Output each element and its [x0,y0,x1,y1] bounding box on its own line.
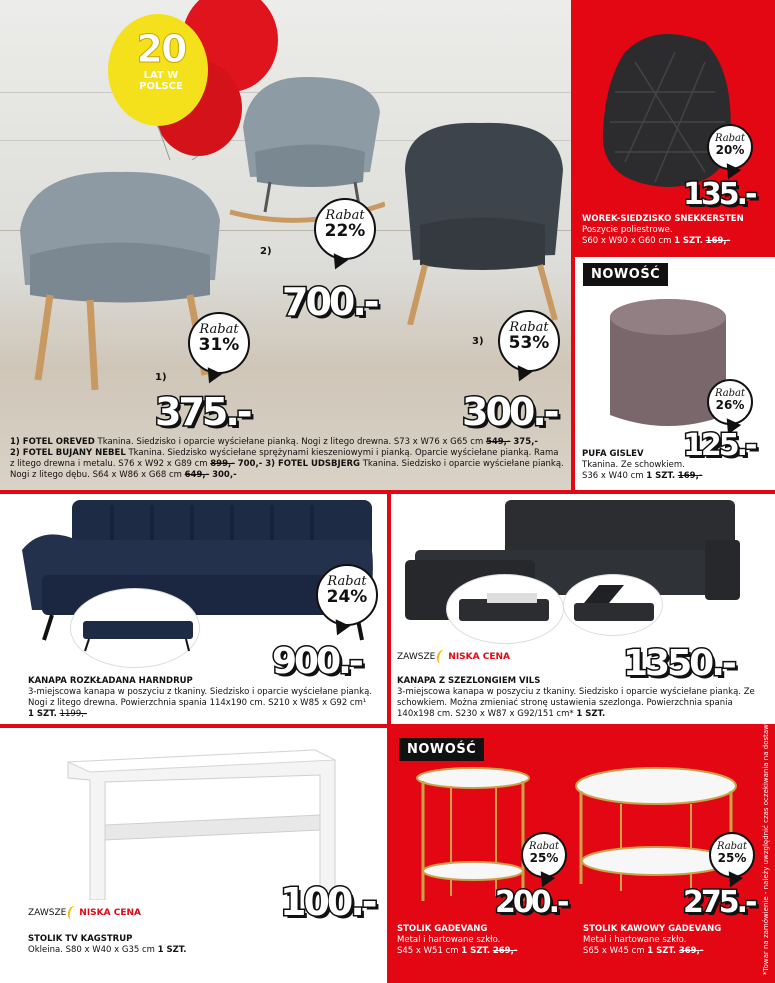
product-name: KANAPA Z SZEZLONGIEM VILS [397,676,541,686]
product-text: Okleina. S80 x W40 x G35 cm [28,944,158,955]
side-tables-panel [391,728,775,983]
product-qty: 1 SZT. [647,945,677,956]
price-vils: 1350.- [623,643,734,684]
delivery-note: *Towar na zamówienie - należy uwzględnić czas oczekiwania na dostawę [762,719,770,975]
discount-value: 26% [715,398,745,412]
discount-label: Rabat [325,208,365,223]
new-badge: NOWOŚĆ [399,738,484,761]
price-beanbag: 135.- [683,177,755,212]
discount-value: 25% [717,851,747,865]
discount-label: Rabat [199,322,239,337]
price-kagstrup: 100.- [280,880,375,924]
price-oreved: 375.- [155,390,250,434]
discount-label: Rabat [528,841,560,852]
sofa-vils-panel [391,494,775,724]
product-dims: S45 x W51 cm [397,945,462,956]
new-price: 700,- [234,458,263,469]
product-text: Metal i hartowane szkło. [583,934,687,945]
old-price: 549,- [485,437,511,447]
product-dims: S36 x W40 cm [582,470,647,481]
vils-description [397,676,757,720]
tag-low-price: NISKA CENA [448,652,510,662]
product-text: 3-miejscowa kanapa w poszyciu z tkaniny. Siedzisko i oparcie wyściełane pianką. Nogi z litego drewna. Powierzchnia spania 114x190 cm. S210 x W85 x G92 cm¹ [28,686,372,708]
gadevang-coffee-description [583,924,753,957]
product-dims: S65 x W45 cm [583,945,648,956]
product-name: STOLIK GADEVANG [397,924,488,934]
pouf-description [582,449,772,482]
armchairs-panel [0,0,571,490]
discount-value: 53% [508,333,550,353]
product-qty: 1 SZT. [674,235,703,246]
beanbag-panel [575,0,775,253]
item-number-3: 3) [472,336,484,347]
armchairs-description [10,437,565,481]
kagstrup-description [28,934,368,956]
product-text: Tkanina. Siedzisko wyściełane sprężynami kieszeniowymi i pianką. Oparcie wyściełane pianką. Rama z litego drewna i metalu. S76 x W92 x G89 cm [10,447,559,469]
beanbag-snekkersten-illustration [595,22,735,192]
always-low-price-tag [28,906,141,920]
discount-bubble-gadevang [521,832,567,878]
item-number-2: 2) [260,246,272,257]
item-number-1: 1) [155,372,167,383]
swoosh-icon [67,905,80,921]
product-name: STOLIK KAWOWY GADEVANG [583,924,722,934]
product-qty: 1 SZT. [461,945,491,956]
discount-label: Rabat [327,574,367,589]
discount-bubble-gadevang-coffee [709,832,755,878]
swoosh-icon [436,649,449,665]
discount-value: 22% [324,221,366,241]
discount-label: Rabat [716,841,748,852]
discount-value: 31% [198,335,240,355]
sofa-bed-inset-illustration [71,589,201,669]
tag-low-price: NISKA CENA [79,908,141,918]
discount-bubble-oreved [188,312,250,374]
discount-bubble-beanbag [707,124,753,170]
product-name: KANAPA ROZKŁADANA HARNDRUP [28,676,193,686]
discount-value: 25% [529,851,559,865]
storage-inset [563,574,663,636]
storage-inset-illustration [564,575,664,637]
price-nebel: 700.- [282,280,377,324]
old-price: 1199,- [59,708,88,719]
tv-table-panel [0,728,387,983]
product-name: PUFA GISLEV [582,449,644,459]
discount-value: 20% [715,143,745,157]
beanbag-description [582,214,772,247]
old-price: 369,- [678,945,704,956]
old-price: 169,- [677,470,703,481]
price-harndrup: 900.- [272,641,361,682]
product-text: Metal i hartowane szkło. [397,934,501,945]
product-text: Tkanina. Siedzisko i oparcie wyściełane pianką. Nogi z litego dębu. S64 x W86 x G68 cm [10,458,564,480]
sofa-bed-inset-illustration [447,575,565,645]
armchair-udsbjerg-illustration [395,115,570,325]
sofa-bed-inset [70,588,200,668]
pouf-panel [575,257,775,490]
sofa-harndrup-panel [0,494,387,724]
harndrup-description [28,676,378,720]
tag-always: ZAWSZE [397,652,436,662]
anniversary-number: 20 [136,27,186,71]
sofa-bed-inset [446,574,564,644]
price-gadevang: 200.- [495,885,567,920]
price-gadevang-coffee: 275.- [683,885,755,920]
old-price: 269,- [492,945,518,956]
price-udsbjerg: 300.- [462,390,557,434]
discount-value: 24% [326,587,368,607]
discount-bubble-pouf [707,379,753,425]
product-name: STOLIK TV KAGSTRUP [28,934,133,944]
new-badge: NOWOŚĆ [583,263,668,286]
tag-always: ZAWSZE [28,908,67,918]
anniversary-badge [126,27,196,92]
anniversary-text: LAT W POLSCE [139,70,183,92]
product-qty: 1 SZT. [157,944,187,955]
old-price: 169,- [705,235,731,246]
discount-label: Rabat [509,320,549,335]
product-text: 3-miejscowa kanapa w poszyciu z tkaniny. Siedzisko i oparcie wyściełane pianką. Ze schowkiem. Można zmieniać stronę ustawienia szezlonga. Powierzchnia spania 140x198 cm. S230 x W87 x G92/151 cm* [397,686,755,719]
discount-bubble-harndrup [316,564,378,626]
product-text: Poszycie poliestrowe. [582,224,673,235]
tv-table-kagstrup-illustration [60,740,340,900]
product-qty: 1 SZT. [646,470,676,481]
new-price: 300,- [209,469,237,480]
discount-bubble-udsbjerg [498,310,560,372]
coffee-table-gadevang-illustration [571,766,741,896]
price-pouf: 125.- [683,428,755,463]
product-name: 1) FOTEL OREVED [10,437,95,447]
discount-label: Rabat [714,133,746,144]
discount-bubble-nebel [314,198,376,260]
product-qty: 1 SZT. [576,708,606,719]
product-name: WOREK-SIEDZISKO SNEKKERSTEN [582,214,744,224]
product-name: 3) FOTEL UDSBJERG [262,458,361,469]
gadevang-description [397,924,577,957]
old-price: 649,- [184,469,210,480]
product-name: 2) FOTEL BUJANY NEBEL [10,447,126,458]
new-price: 375,- [510,437,538,447]
old-price: 899,- [210,458,235,469]
product-dims: S60 x W90 x G60 cm [582,235,675,246]
product-text: Tkanina. Siedzisko i oparcie wyściełane pianką. Nogi z litego drewna. S73 x W76 x G65 cm [94,437,486,447]
product-qty: 1 SZT. [28,708,57,719]
product-text: Tkanina. Ze schowkiem. [582,459,685,470]
always-low-price-tag [397,650,510,664]
discount-label: Rabat [714,388,746,399]
